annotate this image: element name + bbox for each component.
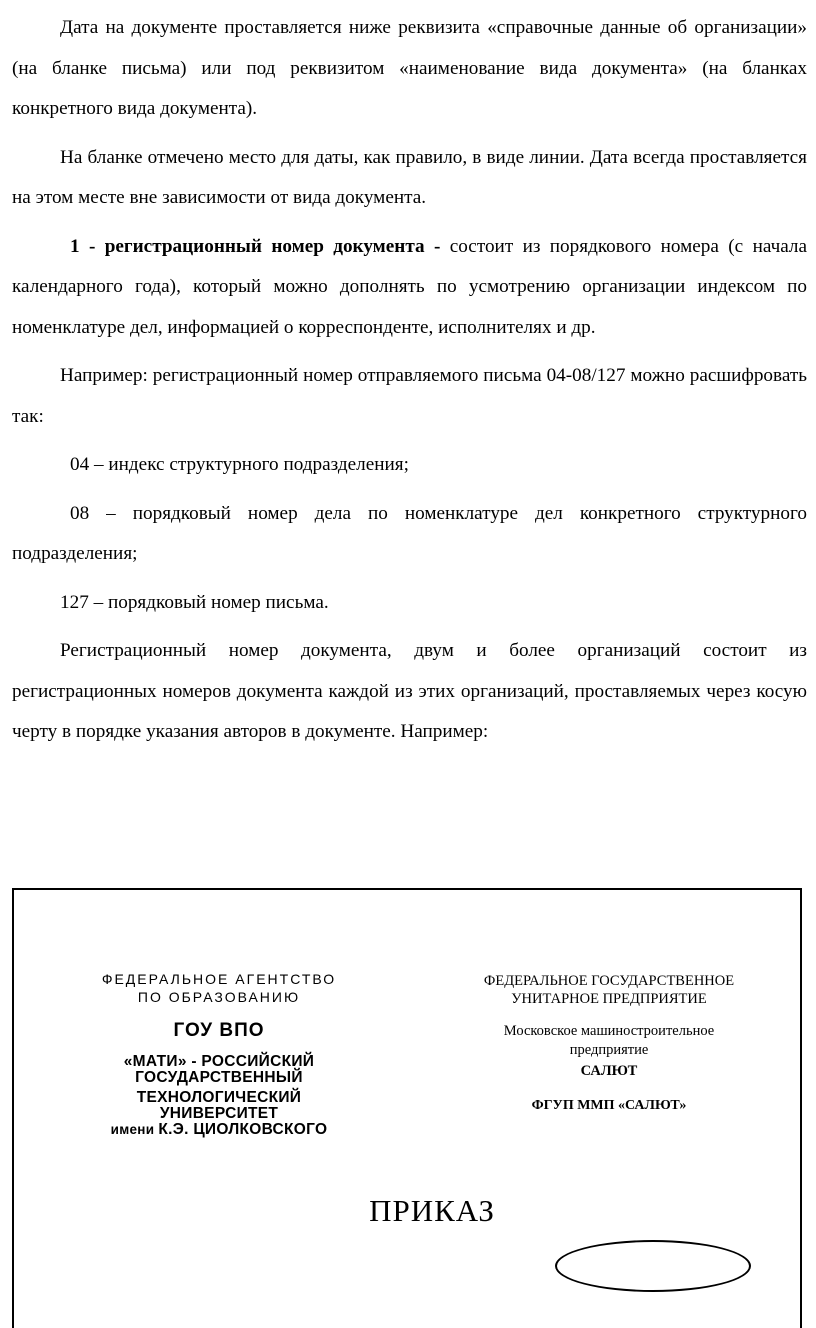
university-line1: «МАТИ» - РОССИЙСКИЙ [123,1053,315,1070]
paragraph-date-placement: Дата на документе проставляется ниже реквизита «справочные данные об организации» (на бланке письма) или под реквизитом «наименование вида документа» (на бланках конкретного вида документа). [12,17,807,119]
university-line5 [74,1122,364,1138]
enterprise-short-name: ФГУП ММП «САЛЮТ» [531,1098,687,1113]
gou-vpo: ГОУ ВПО [173,1020,265,1041]
oval-placeholder [555,1240,751,1292]
fgup-line2: УНИТАРНОЕ ПРЕДПРИЯТИЕ [511,991,707,1007]
university-line4: УНИВЕРСИТЕТ [159,1105,279,1122]
letterhead-blank [12,888,802,1328]
body-text [12,8,807,753]
university-line3: ТЕХНОЛОГИЧЕСКИЙ [136,1089,302,1106]
letterhead-right-org [454,972,764,1114]
enterprise-salut: САЛЮТ [580,1063,638,1079]
paragraph-date-line: На бланке отмечено место для даты, как правило, в виде линии. Дата всегда проставляется на этом месте вне зависимости от вида документа. [12,146,807,208]
paragraph-joint-number: Регистрационный номер документа, двум и более организаций состоит из регистрационных номеров документа каждой из этих организаций, проставляемых через косую черту в порядке указания авторов в документе. Например: [12,640,807,742]
enterprise-line1: Московское машиностроительное [503,1023,715,1039]
university-line2: ГОСУДАРСТВЕННЫЙ [135,1069,303,1086]
university-name-prefix: имени [110,1122,159,1137]
reg-number-heading: 1 - регистрационный номер документа - [70,235,441,257]
enterprise-line2: предприятие [569,1042,649,1058]
fgup-line1: ФЕДЕРАЛЬНОЕ ГОСУДАРСТВЕННОЕ [483,973,735,989]
letterhead-left-org [74,970,364,1138]
document-type-title: ПРИКАЗ [369,1193,495,1228]
paragraph-index-127: 127 – порядковый номер письма. [60,591,329,613]
university-name [74,1054,364,1138]
paragraph-reg-number [12,227,807,349]
enterprise-name [454,1022,764,1060]
paragraph-example: Например: регистрационный номер отправляемого письма 04-08/127 можно расшифровать так: [12,365,807,427]
agency-name-line1: ФЕДЕРАЛЬНОЕ АГЕНТСТВО [101,971,337,987]
paragraph-index-08: 08 – порядковый номер дела по номенклатуре дел конкретного структурного подразделения; [12,502,807,564]
agency-name-line2: ПО ОБРАЗОВАНИЮ [137,989,301,1005]
reg-number-description: состоит из порядкового номера (с начала календарного года), который можно дополнять по усмотрению организации индексом по номенклатуре дел, информацией о корреспонденте, исполнителях и др. [12,235,808,338]
university-name-suffix: К.Э. ЦИОЛКОВСКОГО [158,1121,328,1138]
paragraph-index-04: 04 – индекс структурного подразделения; [70,454,409,475]
